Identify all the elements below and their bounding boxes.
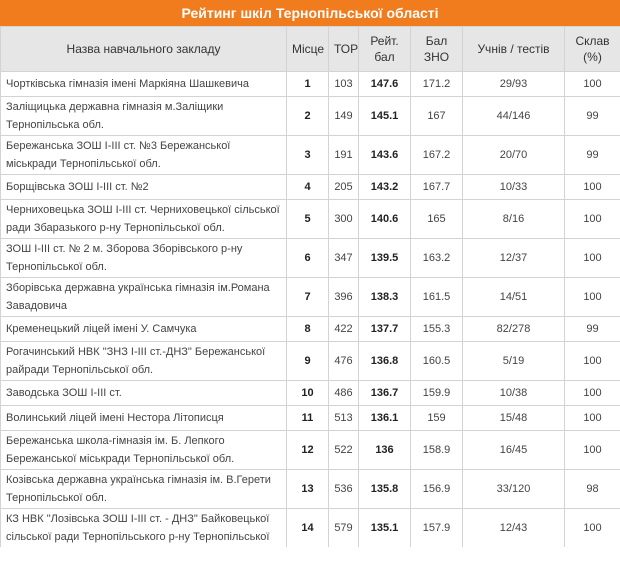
cell-students: 16/45 xyxy=(463,431,565,470)
cell-name: Волинський ліцей імені Нестора Літописця xyxy=(1,406,287,431)
cell-name: Бережанська ЗОШ І-ІІІ ст. №3 Бережанської міськради Тернопільської обл. xyxy=(1,136,287,175)
cell-pass: 100 xyxy=(565,431,620,470)
header-rating: Рейт. бал xyxy=(359,27,411,72)
cell-students: 15/48 xyxy=(463,406,565,431)
cell-zno: 159.9 xyxy=(411,381,463,406)
cell-pass: 99 xyxy=(565,97,620,136)
cell-top: 513 xyxy=(329,406,359,431)
cell-pass: 100 xyxy=(565,239,620,278)
header-place: Місце xyxy=(287,27,329,72)
cell-place: 11 xyxy=(287,406,329,431)
table-row xyxy=(1,72,620,97)
cell-rating: 145.1 xyxy=(359,97,411,136)
cell-students: 20/70 xyxy=(463,136,565,175)
cell-zno: 156.9 xyxy=(411,470,463,509)
cell-pass: 100 xyxy=(565,200,620,239)
cell-students: 82/278 xyxy=(463,317,565,342)
cell-rating: 137.7 xyxy=(359,317,411,342)
header-students: Учнів / тестів xyxy=(463,27,565,72)
cell-zno: 171.2 xyxy=(411,72,463,97)
table-row xyxy=(1,509,620,548)
cell-place: 14 xyxy=(287,509,329,548)
cell-name: Черниховецька ЗОШ І-ІІІ ст. Черниховецької сільської ради Збаразького р-ну Тернопільської обл. xyxy=(1,200,287,239)
cell-place: 6 xyxy=(287,239,329,278)
cell-students: 14/51 xyxy=(463,278,565,317)
header-zno: Бал ЗНО xyxy=(411,27,463,72)
cell-place: 8 xyxy=(287,317,329,342)
cell-pass: 100 xyxy=(565,342,620,381)
cell-top: 191 xyxy=(329,136,359,175)
cell-place: 3 xyxy=(287,136,329,175)
cell-students: 8/16 xyxy=(463,200,565,239)
header-top: ТОР xyxy=(329,27,359,72)
cell-name: КЗ НВК "Лозівська ЗОШ І-ІІІ ст. - ДНЗ" Байковецької сільської ради Тернопільського р-ну Тернопільської xyxy=(1,509,287,548)
cell-pass: 99 xyxy=(565,136,620,175)
cell-place: 12 xyxy=(287,431,329,470)
table-row xyxy=(1,175,620,200)
cell-place: 7 xyxy=(287,278,329,317)
cell-zno: 163.2 xyxy=(411,239,463,278)
cell-students: 29/93 xyxy=(463,72,565,97)
cell-pass: 100 xyxy=(565,175,620,200)
ranking-table xyxy=(0,26,620,547)
cell-pass: 100 xyxy=(565,278,620,317)
cell-rating: 140.6 xyxy=(359,200,411,239)
cell-pass: 100 xyxy=(565,509,620,548)
cell-place: 5 xyxy=(287,200,329,239)
cell-students: 12/37 xyxy=(463,239,565,278)
cell-pass: 100 xyxy=(565,72,620,97)
cell-rating: 143.6 xyxy=(359,136,411,175)
cell-name: Чортківська гімназія імені Маркіяна Шашкевича xyxy=(1,72,287,97)
cell-name: Кременецький ліцей імені У. Самчука xyxy=(1,317,287,342)
header-name: Назва навчального закладу xyxy=(1,27,287,72)
cell-zno: 160.5 xyxy=(411,342,463,381)
table-row xyxy=(1,200,620,239)
table-row xyxy=(1,97,620,136)
cell-top: 103 xyxy=(329,72,359,97)
cell-name: Заліщицька державна гімназія м.Заліщики Тернопільська обл. xyxy=(1,97,287,136)
cell-top: 396 xyxy=(329,278,359,317)
cell-top: 522 xyxy=(329,431,359,470)
cell-rating: 135.1 xyxy=(359,509,411,548)
cell-rating: 138.3 xyxy=(359,278,411,317)
cell-zno: 158.9 xyxy=(411,431,463,470)
cell-pass: 100 xyxy=(565,406,620,431)
cell-top: 300 xyxy=(329,200,359,239)
table-row xyxy=(1,136,620,175)
cell-students: 10/38 xyxy=(463,381,565,406)
cell-rating: 135.8 xyxy=(359,470,411,509)
cell-pass: 100 xyxy=(565,381,620,406)
cell-top: 422 xyxy=(329,317,359,342)
cell-top: 486 xyxy=(329,381,359,406)
cell-zno: 159 xyxy=(411,406,463,431)
cell-pass: 99 xyxy=(565,317,620,342)
cell-zno: 161.5 xyxy=(411,278,463,317)
cell-place: 13 xyxy=(287,470,329,509)
cell-name: Бережанська школа-гімназія ім. Б. Лепкого Бережанської міськради Тернопільської обл. xyxy=(1,431,287,470)
header-pass: Склав (%) xyxy=(565,27,620,72)
table-row xyxy=(1,381,620,406)
cell-rating: 139.5 xyxy=(359,239,411,278)
cell-place: 9 xyxy=(287,342,329,381)
table-row xyxy=(1,342,620,381)
cell-top: 579 xyxy=(329,509,359,548)
cell-students: 5/19 xyxy=(463,342,565,381)
cell-name: Зборівська державна українська гімназія ім.Романа Завадовича xyxy=(1,278,287,317)
table-row xyxy=(1,431,620,470)
cell-top: 476 xyxy=(329,342,359,381)
table-row xyxy=(1,239,620,278)
cell-zno: 157.9 xyxy=(411,509,463,548)
cell-name: ЗОШ І-ІІІ ст. № 2 м. Зборова Зборівського р-ну Тернопільської обл. xyxy=(1,239,287,278)
cell-rating: 147.6 xyxy=(359,72,411,97)
cell-zno: 155.3 xyxy=(411,317,463,342)
cell-pass: 98 xyxy=(565,470,620,509)
cell-students: 10/33 xyxy=(463,175,565,200)
cell-rating: 136.7 xyxy=(359,381,411,406)
cell-rating: 136.8 xyxy=(359,342,411,381)
cell-name: Рогачинський НВК "ЗНЗ І-ІІІ ст.-ДНЗ" Бережанської райради Тернопільської обл. xyxy=(1,342,287,381)
cell-place: 10 xyxy=(287,381,329,406)
cell-zno: 167.7 xyxy=(411,175,463,200)
table-row xyxy=(1,406,620,431)
cell-students: 44/146 xyxy=(463,97,565,136)
cell-name: Козівська державна українська гімназія ім. В.Герети Тернопільської обл. xyxy=(1,470,287,509)
cell-students: 12/43 xyxy=(463,509,565,548)
cell-rating: 143.2 xyxy=(359,175,411,200)
cell-students: 33/120 xyxy=(463,470,565,509)
cell-top: 347 xyxy=(329,239,359,278)
table-header-row xyxy=(1,27,620,72)
cell-name: Заводська ЗОШ І-ІІІ ст. xyxy=(1,381,287,406)
cell-zno: 165 xyxy=(411,200,463,239)
table-row xyxy=(1,470,620,509)
cell-top: 149 xyxy=(329,97,359,136)
cell-name: Борщівська ЗОШ І-ІІІ ст. №2 xyxy=(1,175,287,200)
cell-zno: 167 xyxy=(411,97,463,136)
table-row xyxy=(1,278,620,317)
cell-top: 205 xyxy=(329,175,359,200)
cell-rating: 136.1 xyxy=(359,406,411,431)
cell-place: 1 xyxy=(287,72,329,97)
cell-place: 4 xyxy=(287,175,329,200)
cell-zno: 167.2 xyxy=(411,136,463,175)
cell-top: 536 xyxy=(329,470,359,509)
page-title: Рейтинг шкіл Тернопільської області xyxy=(0,0,620,26)
cell-place: 2 xyxy=(287,97,329,136)
table-row xyxy=(1,317,620,342)
cell-rating: 136 xyxy=(359,431,411,470)
